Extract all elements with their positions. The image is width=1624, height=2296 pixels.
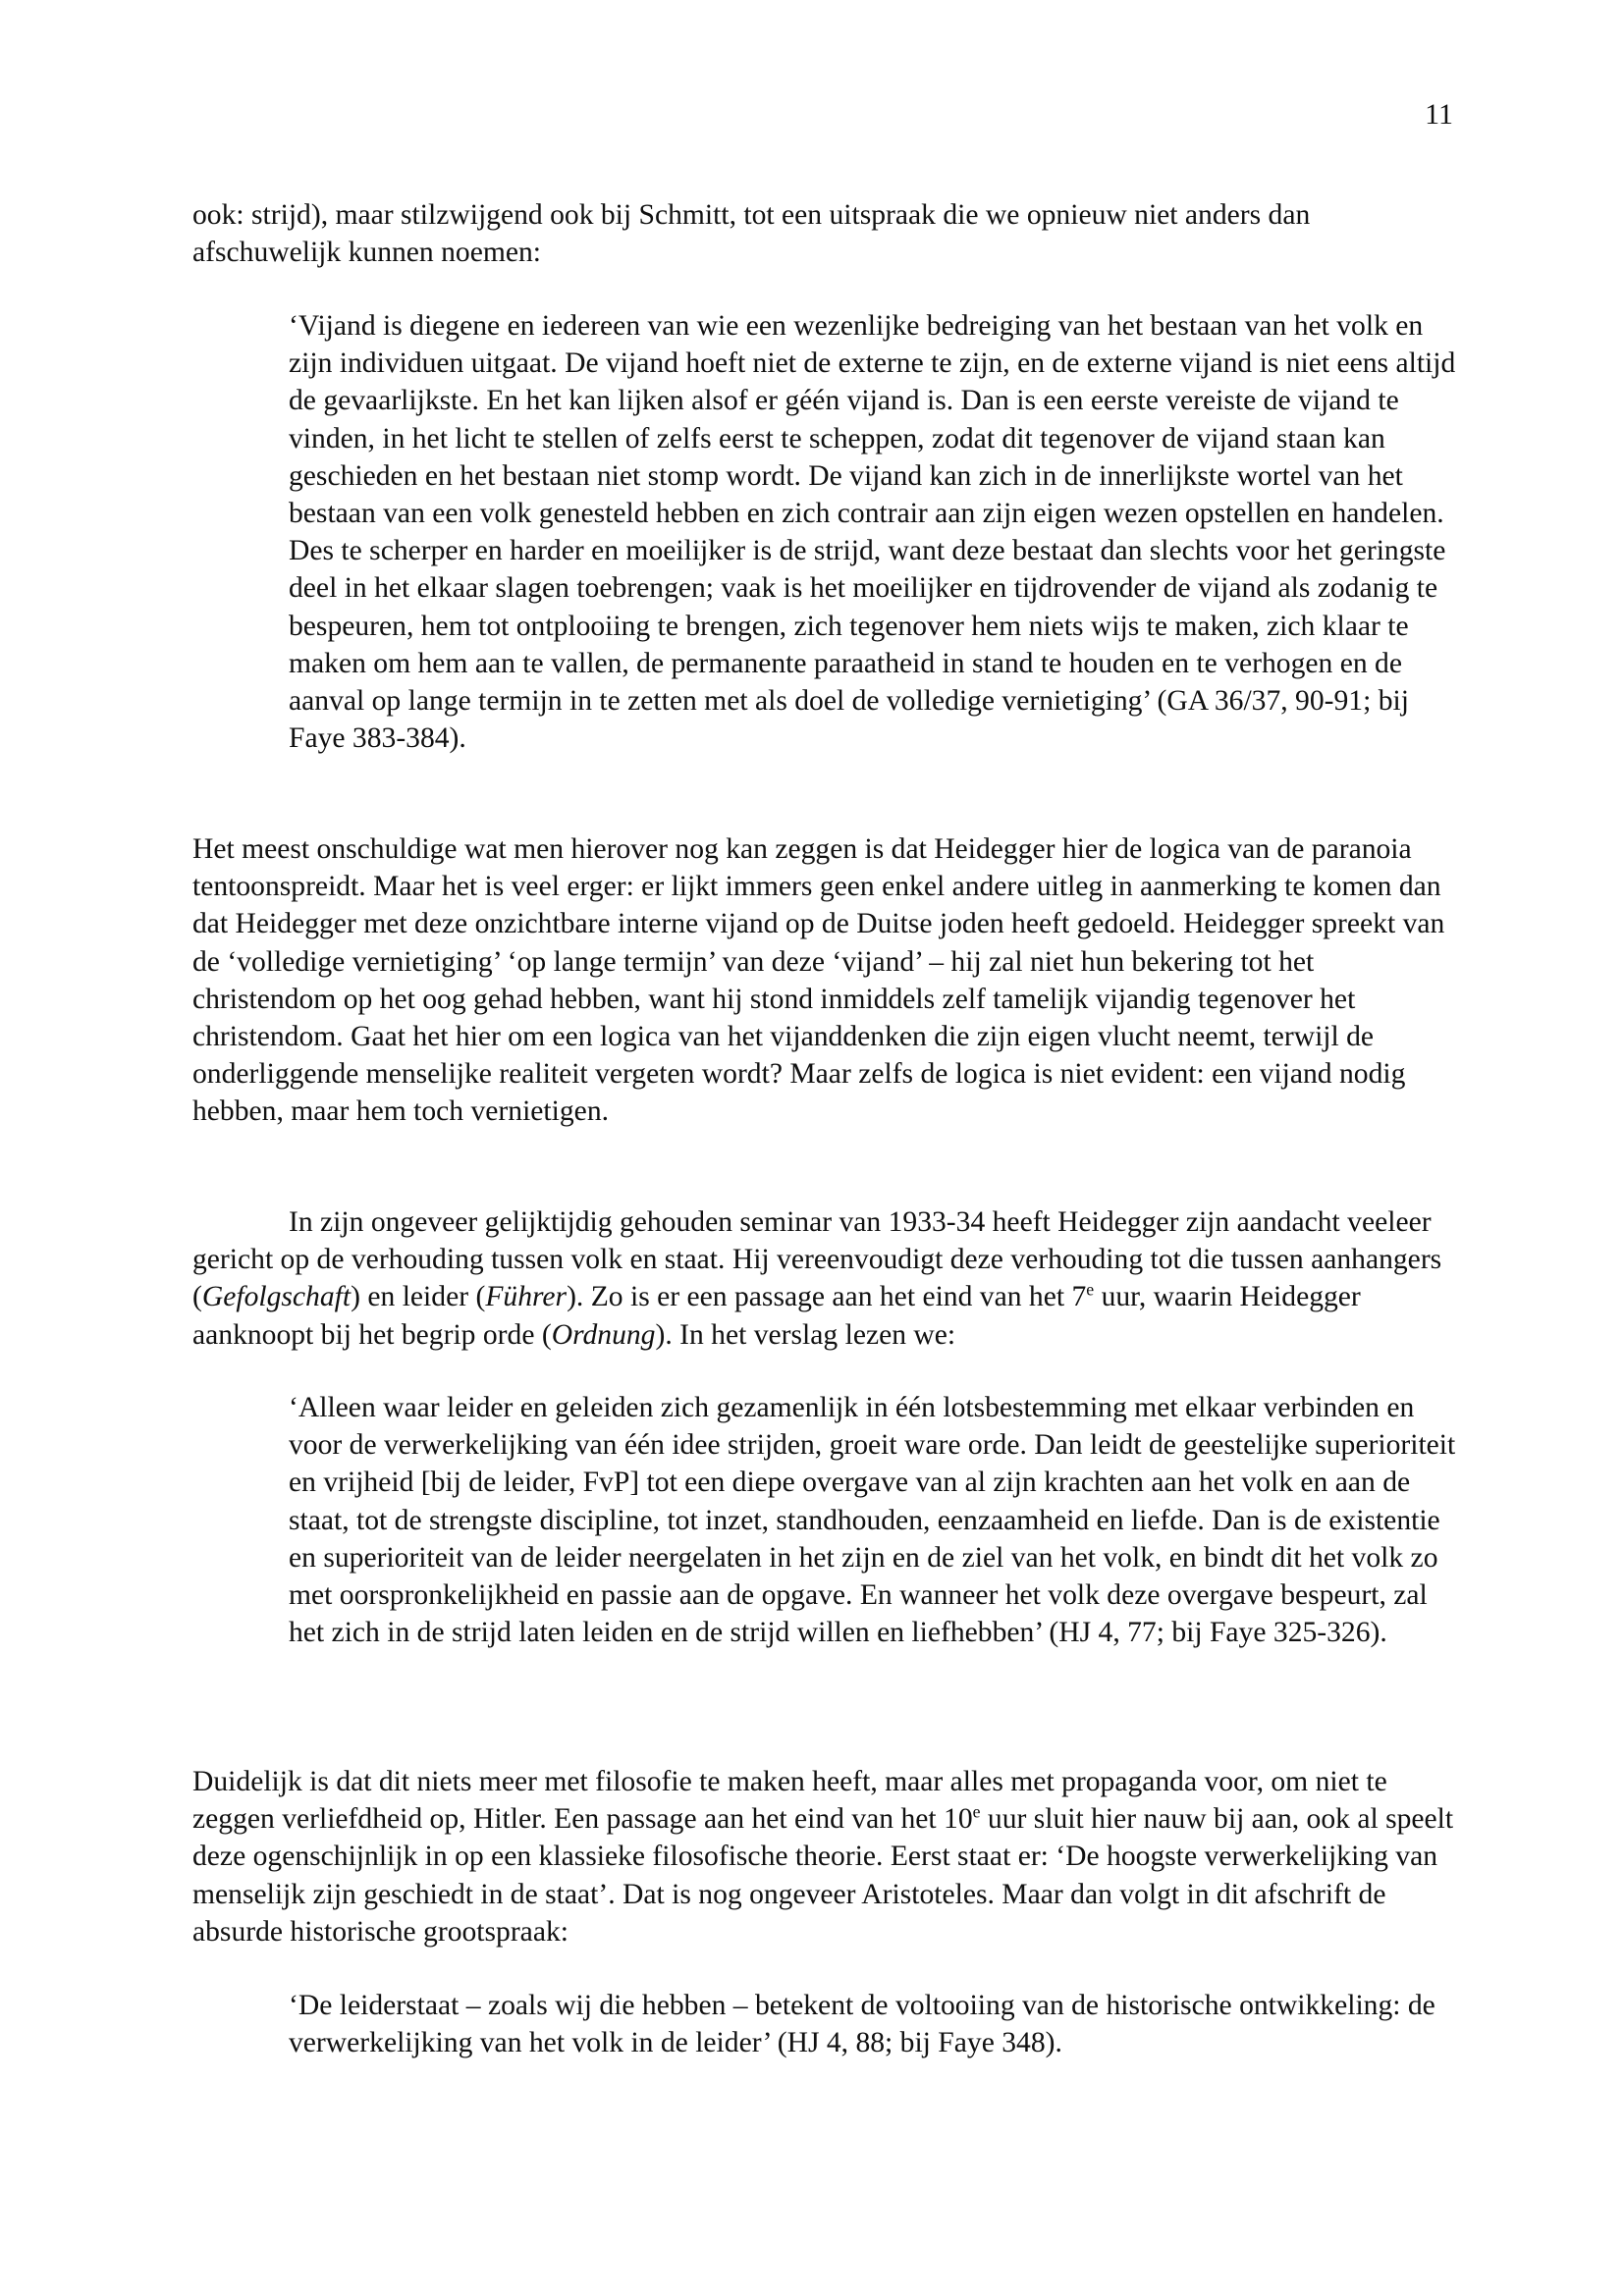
quote-text: ‘De leiderstaat – zoals wij die hebben – betekent de voltooiing van de historische ontwikkeling: de verwerkelijking van het volk in de leider’ (HJ 4, 88; bij Faye 348). bbox=[289, 1990, 1435, 2059]
paragraph-intro bbox=[192, 196, 1459, 271]
paragraph-text bbox=[192, 1203, 1459, 1354]
page-number: 11 bbox=[1425, 98, 1453, 131]
text-run: In zijn ongeveer gelijktijdig gehouden seminar van 1933-34 heeft Heidegger zijn aandacht veeleer gericht op de verhouding tussen volk en staat. Hij vereenvoudigt deze verhouding tot die tussen aanhangers ( bbox=[192, 1206, 1442, 1313]
text-run: ). Zo is er een passage aan het eind van het 7 bbox=[567, 1281, 1087, 1313]
italic-term: Gefolgschaft bbox=[201, 1281, 352, 1313]
quote-text: ‘Vijand is diegene en iedereen van wie een wezenlijke bedreiging van het bestaan van het volk en zijn individuen uitgaat. De vijand hoeft niet de externe te zijn, en de externe vijand is niet eens altijd de gevaarlijkste. En het kan lijken alsof er géén vijand is. Dan is een eerste vereiste de vijand te vinden, in het licht te stellen of zelfs eerst te scheppen, zodat dit tegenover de vijand staan kan geschieden en het bestaan niet stomp wordt. De vijand kan zich in de innerlijkste wortel van het bestaan van een volk genesteld hebben en zich contrair aan zijn eigen wezen opstellen en handelen. Des te scherper en harder en moeilijker is de strijd, want deze bestaat dan slechts voor het geringste deel in het elkaar slagen toebrengen; vaak is het moeilijker en tijdrovender de vijand als zodanig te bespeuren, hem tot ontplooiing te brengen, zich tegenover hem niets wijs te maken, zich klaar te maken om hem aan te vallen, de permanente paraatheid in stand te houden en te verhogen en de aanval op lange termijn in te zetten met als doel de volledige vernietiging’ (GA 36/37, 90-91; bij Faye 383-384). bbox=[289, 310, 1456, 755]
paragraph-text: Het meest onschuldige wat men hierover nog kan zeggen is dat Heidegger hier de logica van de paranoia tentoonspreidt. Maar het is veel erger: er lijkt immers geen enkel andere uitleg in aanmerking te komen dan dat Heidegger met deze onzichtbare interne vijand op de Duitse joden heeft gedoeld. Heidegger spreekt van de ‘volledige vernietiging’ ‘op lange termijn’ van deze ‘vijand’ – hij zal niet hun bekering tot het christendom op het oog gehad hebben, want hij stond inmiddels zelf tamelijk vijandig tegenover het christendom. Gaat het hier om een logica van het vijanddenken die zijn eigen vlucht neemt, terwijl de onderliggende menselijke realiteit vergeten wordt? Maar zelfs de logica is niet evident: een vijand nodig hebben, maar hem toch vernietigen. bbox=[192, 833, 1445, 1128]
text-run: uur sluit hier nauw bij aan, ook al speelt deze ogenschijnlijk in op een klassieke filosofische theorie. Eerst staat er: ‘De hoogste verwerkelijking van menselijk zijn geschiedt in de staat’. Dat is nog ongeveer Aristoteles. Maar dan volgt in dit afschrift de absurde historische grootspraak: bbox=[192, 1803, 1454, 1948]
paragraph-text bbox=[192, 1763, 1459, 1950]
paragraph-seminar bbox=[192, 1203, 1459, 1354]
italic-term: Ordnung bbox=[551, 1318, 656, 1351]
paragraph-paranoia bbox=[192, 830, 1459, 1131]
superscript: e bbox=[1086, 1279, 1095, 1300]
paragraph-propaganda bbox=[192, 1763, 1459, 1950]
text-run: Duidelijk is dat dit niets meer met filosofie te maken heeft, maar alles met propaganda voor, om niet te zeggen verliefdheid op, Hitler. Een passage aan het eind van het 10 bbox=[192, 1766, 1387, 1836]
quote-text: ‘Alleen waar leider en geleiden zich gezamenlijk in één lotsbestemming met elkaar verbinden en voor de verwerkelijking van één idee strijden, groeit ware orde. Dan leidt de geestelijke superioriteit en vrijheid [bij de leider, FvP] tot een diepe overgave van al zijn krachten aan het volk en aan de staat, tot de strengste discipline, tot inzet, standhouden, eenzaamheid en liefde. Dan is de existentie en superioriteit van de leider neergelaten in het zijn en de ziel van het volk, en bindt dit het volk zo met oorspronkelijkheid en passie aan de opgave. En wanneer het volk deze overgave bespeurt, zal het zich in de strijd laten leiden en de strijd willen en liefhebben’ (HJ 4, 77; bij Faye 325-326). bbox=[289, 1392, 1456, 1649]
block-quote-leider bbox=[289, 1389, 1457, 1651]
block-quote-leiderstaat bbox=[289, 1987, 1457, 2061]
text-run: uur, waarin Heidegger aanknoopt bij het begrip orde ( bbox=[192, 1281, 1361, 1351]
block-quote-vijand bbox=[289, 307, 1457, 757]
italic-term: Führer bbox=[485, 1281, 568, 1313]
paragraph-text: ook: strijd), maar stilzwijgend ook bij Schmitt, tot een uitspraak die we opnieuw niet anders dan afschuwelijk kunnen noemen: bbox=[192, 199, 1311, 269]
text-run: ). In het verslag lezen we: bbox=[655, 1318, 956, 1351]
text-run: ) en leider ( bbox=[351, 1281, 486, 1313]
superscript: e bbox=[972, 1801, 981, 1822]
